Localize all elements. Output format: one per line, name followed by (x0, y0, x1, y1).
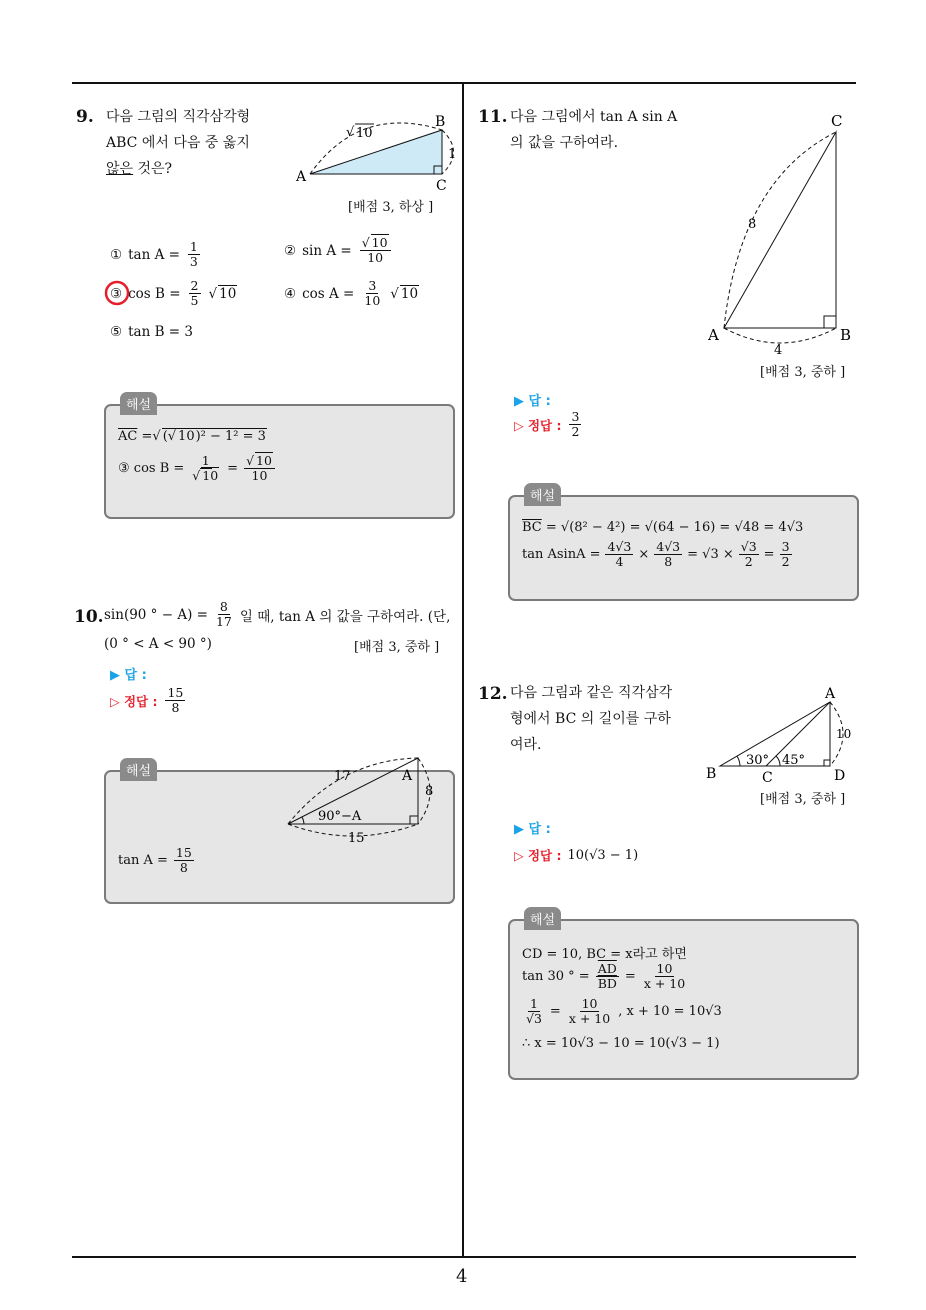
q9-fig-label-A: A (296, 169, 307, 185)
q12-answer-label: ▶ 답 : (514, 822, 551, 837)
q12-text-line1: 다음 그림과 같은 직각삼각 (510, 685, 673, 701)
q12-figure (700, 684, 860, 790)
page-number: 4 (456, 1266, 468, 1287)
q12-fig-angle2: 45° (782, 753, 806, 768)
q9-figure (290, 110, 460, 200)
q11-text-line2: 의 값을 구하여라. (510, 135, 619, 151)
q9-choice-3[interactable]: ③ cos B = $\frac{2}{5}$ √ 10 (110, 278, 237, 308)
q12-fig-angle1: 30° (746, 753, 770, 768)
q9-choice-3-mark: ③ (110, 285, 123, 302)
q11-text-line1: 다음 그림에서 tan A sin A (510, 109, 678, 125)
q12-score: [배점 3, 중하 ] (760, 792, 846, 807)
q12-solution-line2: tan 30 ° = $\frac{\overline{AD}}{BD}$ = $\frac{10}{x + 10}$ (522, 961, 686, 991)
q10-number: 10. (74, 607, 104, 627)
q10-text-line2: (0 ° < A < 90 °) (104, 636, 212, 652)
q10-figure (280, 752, 450, 848)
q9-choice-5[interactable]: ⑤ tan B = 3 (110, 324, 193, 340)
bottom-rule (72, 1256, 856, 1258)
q9-choice-4[interactable]: ④ cos A = $\frac{3}{10}$ √ 10 (284, 278, 419, 308)
q12-correct-row (514, 846, 638, 864)
q9-underlined: 않은 (106, 161, 134, 177)
q12-solution-line1: CD = 10, BC = x라고 하면 (522, 947, 687, 962)
q10-answer-label: ▶ 답 : (110, 668, 147, 683)
q10-fig-hyp: 17 (334, 769, 351, 784)
q11-fig-label-A: A (708, 326, 719, 344)
q9-text-line1: 다음 그림의 직각삼각형 (106, 109, 251, 125)
q11-solution-line1: $\overline{BC}$ = √(8² − 4²) = √(64 − 16) = √48 = 4√3 (522, 520, 804, 535)
q11-answer-label: ▶ 답 : (514, 394, 551, 409)
q9-solution-line2: ③ cos B = $\frac{1}{√ 10}$ = $\frac{√ 10}{10}$ (118, 454, 277, 483)
q10-solution-line: tan A = $\frac{15}{8}$ (118, 845, 192, 875)
top-rule (72, 82, 856, 84)
q11-number: 11. (478, 107, 508, 127)
q10-answer-row[interactable] (110, 664, 147, 683)
q11-fig-base: 4 (774, 343, 783, 358)
q12-fig-label-C: C (762, 770, 773, 786)
selected-answer-circle-icon (104, 280, 130, 306)
q9-score: [배점 3, 하상 ] (348, 200, 434, 215)
q11-correct-row: ▷ 정답 : $\frac{3}{2}$ (514, 409, 580, 439)
q11-fig-label-C: C (831, 112, 843, 130)
q11-correct-label: ▷ 정답 : (514, 417, 562, 433)
column-divider (462, 82, 464, 1258)
q12-fig-label-D: D (834, 768, 846, 784)
q12-answer-row[interactable] (514, 818, 551, 837)
q11-text (510, 104, 677, 156)
svg-text:√: √ (346, 125, 355, 140)
q12-fig-label-B: B (706, 766, 717, 782)
q10-fig-angle: 90°−A (318, 809, 362, 824)
q9-number: 9. (76, 107, 94, 127)
q12-number: 12. (478, 684, 508, 704)
q12-text-line2: 형에서 BC 의 길이를 구하 (510, 711, 671, 727)
q9-solution-line1: $\overline{AC}$ = √ (√ 10)² − 1² = 3 (118, 428, 266, 444)
q9-fig-hyp: 10 (356, 126, 373, 141)
q9-text (106, 104, 250, 182)
q10-score: [배점 3, 중하 ] (354, 640, 440, 655)
q12-fig-label-A: A (825, 686, 836, 702)
q11-solution-line2: tan AsinA = $\frac{4√3}{4}$ × $\frac{4√3}{8}$ = √3 × $\frac{√3}{2}$ = $\frac{3}{2}$ (522, 539, 790, 569)
q12-solution-line3: $\frac{1}{√3}$ = $\frac{10}{x + 10}$ , x + 10 = 10√3 (526, 996, 722, 1026)
q9-choice-1[interactable]: ① tan A = $\frac{1}{3}$ (110, 239, 198, 269)
q12-fig-side: 10 (836, 727, 852, 741)
q10-fig-side: 8 (425, 784, 434, 799)
q10-text-line1: sin(90 ° − A) = $\frac{8}{17}$ 일 때, tan A 의 값을 구하여라. (단, (104, 599, 451, 629)
q12-solution-line4: ∴ x = 10√3 − 10 = 10(√3 − 1) (522, 1036, 720, 1051)
q9-fig-label-B: B (435, 114, 446, 130)
q10-correct-row: ▷ 정답 : $\frac{15}{8}$ (110, 685, 184, 715)
q9-solution-tag: 해설 (120, 392, 157, 415)
q9-choice-2[interactable]: ② sin A = $\frac{√ 10}{10}$ (284, 236, 393, 265)
q9-fig-side: 1 (448, 147, 457, 162)
q10-fig-base: 15 (348, 831, 365, 846)
q11-solution-tag: 해설 (524, 483, 561, 506)
q12-solution-tag: 해설 (524, 907, 561, 930)
q9-text-line3: 않은 것은? (106, 161, 173, 177)
q11-fig-hyp: 8 (748, 217, 757, 232)
q12-text-line3: 여라. (510, 737, 542, 753)
q11-answer-row[interactable] (514, 390, 551, 409)
q10-solution-tag: 해설 (120, 758, 157, 781)
q10-fig-label-A: A (402, 768, 413, 784)
q11-fig-label-B: B (840, 326, 852, 344)
q10-correct-label: ▷ 정답 : (110, 693, 158, 709)
q9-text-line2: ABC 에서 다음 중 옳지 (106, 135, 250, 151)
q11-figure (700, 110, 860, 360)
q9-fig-label-C: C (436, 178, 447, 194)
q12-correct-value: 10(√3 − 1) (567, 847, 639, 863)
q11-score: [배점 3, 중하 ] (760, 365, 846, 380)
q12-correct-label: ▷ 정답 : (514, 848, 562, 863)
q12-text (510, 680, 672, 758)
